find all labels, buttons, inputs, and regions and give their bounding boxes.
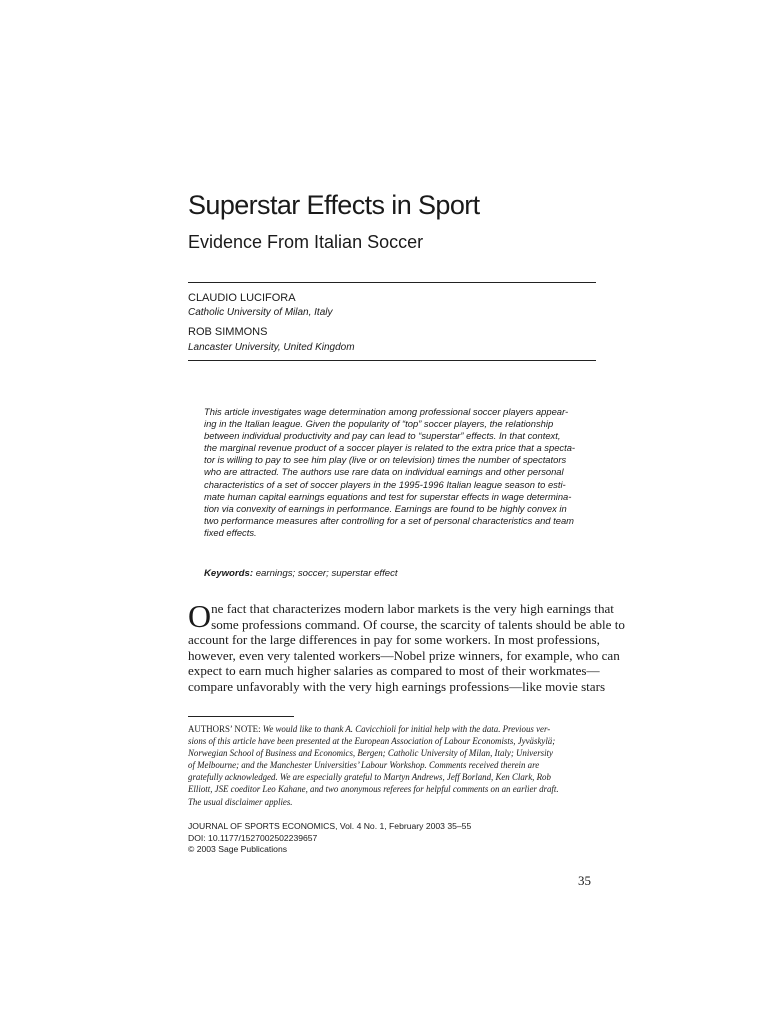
body-line: ne fact that characterizes modern labor markets is the very high earnings that [211, 601, 614, 616]
body-line: account for the large differences in pay for some workers. In most professions, [188, 632, 600, 648]
footnote-line: We would like to thank A. Cavicchioli for initial help with the data. Previous ver- [262, 724, 551, 734]
body-line: expect to earn much higher salaries as compared to most of their workmates— [188, 663, 600, 679]
footnote-line: of Melbourne; and the Manchester Universities’ Labour Workshop. Comments received therein are [188, 760, 540, 771]
abstract [204, 406, 584, 539]
author-name-2: ROB SIMMONS [188, 326, 268, 338]
author-affiliation-2: Lancaster University, United Kingdom [188, 342, 355, 353]
page-number: 35 [578, 873, 591, 888]
abstract-line: who are attracted. The authors use rare data on individual earnings and other personal [204, 466, 564, 478]
footnote-line: sions of this article have been presented at the European Association of Labour Economists, Jyväskylä; [188, 736, 556, 747]
body-paragraph [188, 598, 625, 695]
keywords-label: Keywords: [204, 568, 254, 579]
authors-note [188, 723, 600, 808]
abstract-line: between individual productivity and pay can lead to “superstar” effects. In that context, [204, 430, 561, 442]
body-line: some professions command. Of course, the scarcity of talents should be able to [211, 616, 625, 632]
author-name-1: CLAUDIO LUCIFORA [188, 292, 296, 304]
body-line: however, even very talented workers—Nobel prize winners, for example, who can [188, 647, 620, 663]
abstract-line: the marginal revenue product of a soccer player is related to the extra price that a specta- [204, 442, 576, 454]
header-rule-bottom [188, 360, 596, 361]
keywords-text: earnings; soccer; superstar effect [255, 568, 398, 579]
abstract-line: characteristics of a set of soccer players in the 1995-1996 Italian league season to esti- [204, 478, 566, 490]
journal-doi: DOI: 10.1177/1527002502239657 [188, 832, 318, 843]
article-title: Superstar Effects in Sport [188, 190, 480, 220]
drop-cap: O [188, 598, 212, 634]
footnote-line: Elliott, JSE coeditor Leo Kahane, and two anonymous referees for helpful comments on an earlier draft. [188, 784, 559, 795]
header-rule-top [188, 282, 596, 283]
keywords [204, 568, 398, 579]
abstract-line: fixed effects. [204, 526, 257, 538]
author-affiliation-1: Catholic University of Milan, Italy [188, 307, 333, 318]
footnote-line: gratefully acknowledged. We are especially grateful to Martyn Andrews, Jeff Borland, Ken Clark, Rob [188, 772, 551, 783]
abstract-line: This article investigates wage determination among professional soccer players appear- [204, 406, 569, 417]
abstract-line: ing in the Italian league. Given the popularity of “top” soccer players, the relationship [204, 418, 554, 430]
abstract-line: tor is willing to pay to see him play (live or on television) times the number of spectators [204, 454, 567, 466]
footnote-line: The usual disclaimer applies. [188, 796, 293, 807]
footnote-line: Norwegian School of Business and Economics, Bergen; Catholic University of Milan, Italy; University [188, 748, 553, 759]
abstract-line: tion via convexity of earnings in performance. Earnings are found to be highly convex in [204, 502, 567, 514]
journal-citation: JOURNAL OF SPORTS ECONOMICS, Vol. 4 No. 1, February 2003 35–55 [188, 821, 472, 831]
authors-note-label: AUTHORS’ NOTE: [188, 724, 263, 734]
body-line: compare unfavorably with the very high earnings professions—like movie stars [188, 678, 606, 694]
journal-copyright: © 2003 Sage Publications [188, 844, 288, 854]
abstract-line: two performance measures after controlling for a set of personal characteristics and team [204, 514, 574, 526]
abstract-line: mate human capital earnings equations and test for superstar effects in wage determina- [204, 490, 572, 502]
journal-info [188, 821, 471, 856]
article-subtitle: Evidence From Italian Soccer [188, 232, 424, 252]
footnote-rule [188, 716, 294, 717]
